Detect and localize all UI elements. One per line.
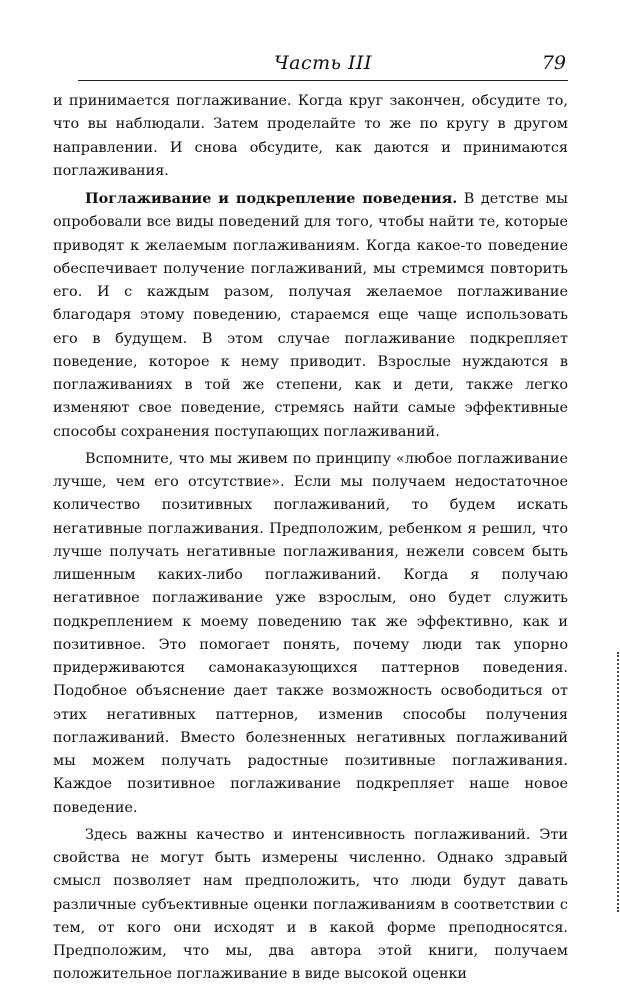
page-number: 79 — [541, 52, 566, 74]
paragraph-stroking-reinforcement — [53, 187, 568, 444]
page-edge-scan-marks — [614, 652, 619, 912]
section-run-in-heading: Поглаживание и подкрепление поведения. — [85, 190, 458, 207]
page-header — [78, 50, 568, 81]
text-body — [53, 90, 568, 987]
paragraph-continued — [53, 90, 568, 183]
paragraph-any-stroke — [53, 448, 568, 820]
paragraph-text: Вспомните, что мы живем по принципу «любое поглаживание лучше, чем его отсутствие». Если мы получаем недостаточное количество позитивных поглаживаний, то будем искать негативные поглаживания. Предположим, ребенком я решил, что лучше получать негативные поглаживания, нежели совсем быть лишенным каких-либо поглаживаний. Когда я получаю негативное поглаживание уже взрослым, оно будет служить подкреплением к моему поведению так же эффективно, как и позитивное. Это помогает понять, почему люди так упорно придерживаются самонаказующихся паттернов поведения. Подобное объяснение дает также возможность освободиться от этих негативных паттернов, изменив способы получения поглаживаний. Вместо болезненных негативных поглаживаний мы можем получать радостные позитивные поглаживания. Каждое позитивное поглаживание подкрепляет наше новое поведение. — [53, 450, 568, 816]
running-head: Часть III — [273, 52, 373, 74]
paragraph-text: Здесь важны качество и интенсивность поглаживаний. Эти свойства не могут быть измерены численно. Однако здравый смысл позволяет нам предположить, что люди будут давать различные субъективные оценки поглаживаниям в соответствии с тем, от кого они исходят и в какой форме преподносятся. Предположим, что мы, два автора этой книги, получаем положительное поглаживание в виде высокой оценки — [53, 826, 568, 983]
paragraph-quality-intensity — [53, 824, 568, 987]
paragraph-text: и принимается поглаживание. Когда круг закончен, обсудите то, что вы наблюдали. Затем проделайте то же по кругу в другом направлении. И снова обсудите, как даются и принимаются поглаживания. — [53, 93, 568, 179]
paragraph-text: В детстве мы опробовали все виды поведений для того, чтобы найти те, которые приводят к желаемым поглаживаниям. Когда какое-то поведение обеспечивает получение поглаживаний, мы стремимся повторить его. И с каждым разом, получая желаемое поглаживание благодаря этому поведению, стараемся еще чаще использовать его в будущем. В этом случае поглаживание подкрепляет поведение, которое к нему приводит. Взрослые нуждаются в поглаживаниях в той же степени, как и дети, также легко изменяют свое поведение, стремясь найти самые эффективные способы сохранения поступающих поглаживаний. — [53, 191, 568, 440]
